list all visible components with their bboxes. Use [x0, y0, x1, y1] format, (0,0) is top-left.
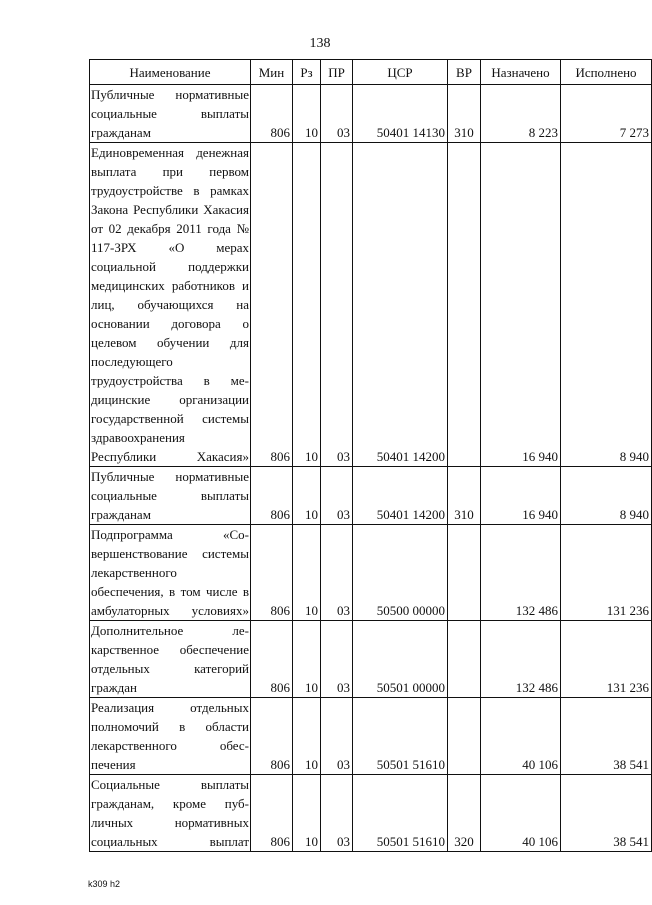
row-vr: 310	[448, 467, 481, 525]
row-pr: 03	[321, 525, 353, 621]
row-executed: 8 940	[561, 467, 652, 525]
table-row	[90, 525, 652, 621]
header-assigned: Назначено	[481, 60, 561, 85]
row-csr: 50401 14200	[353, 143, 448, 467]
row-name: Подпрограмма «Совершенствование системы лекарственного обеспечения, в том числе в амбулаторных условиях»	[90, 525, 251, 621]
row-name: Реализация отдельных полномочий в области лекарственного обеспечения	[90, 698, 251, 775]
table-row	[90, 621, 652, 698]
row-vr	[448, 143, 481, 467]
table-row	[90, 467, 652, 525]
row-rz: 10	[293, 621, 321, 698]
row-csr: 50500 00000	[353, 525, 448, 621]
row-name: Социальные выплаты гражданам, кроме публичных нормативных социальных выплат	[90, 775, 251, 852]
row-executed: 131 236	[561, 621, 652, 698]
row-min: 806	[251, 525, 293, 621]
row-rz: 10	[293, 698, 321, 775]
header-name: Наименование	[90, 60, 251, 85]
table-header-row	[90, 60, 652, 85]
table-row	[90, 775, 652, 852]
row-executed: 131 236	[561, 525, 652, 621]
table-row	[90, 85, 652, 143]
header-pr: ПР	[321, 60, 353, 85]
table-row	[90, 698, 652, 775]
row-assigned: 40 106	[481, 775, 561, 852]
row-assigned: 132 486	[481, 621, 561, 698]
row-csr: 50401 14200	[353, 467, 448, 525]
header-executed: Исполнено	[561, 60, 652, 85]
row-pr: 03	[321, 698, 353, 775]
row-vr	[448, 525, 481, 621]
row-pr: 03	[321, 85, 353, 143]
row-assigned: 16 940	[481, 143, 561, 467]
row-min: 806	[251, 621, 293, 698]
row-name: Единовременная денежная выплата при первом трудоустройстве в рамках Закона Республики Хакасия от 02 декабря 2011 года № 117-ЗРХ «О мерах социальной поддержки медицинских работников и лиц, обучающихся на основании договора о целевом обучении для последующего трудоустройства в медицинские организации государственной системы здравоохранения Республики Хакасия»	[90, 143, 251, 467]
row-rz: 10	[293, 775, 321, 852]
row-min: 806	[251, 467, 293, 525]
row-min: 806	[251, 143, 293, 467]
row-executed: 8 940	[561, 143, 652, 467]
row-csr: 50501 00000	[353, 621, 448, 698]
table-row	[90, 143, 652, 467]
row-pr: 03	[321, 467, 353, 525]
row-name: Публичные нормативные социальные выплаты гражданам	[90, 467, 251, 525]
row-vr: 310	[448, 85, 481, 143]
row-pr: 03	[321, 775, 353, 852]
row-min: 806	[251, 85, 293, 143]
header-min: Мин	[251, 60, 293, 85]
row-min: 806	[251, 698, 293, 775]
row-executed: 38 541	[561, 775, 652, 852]
row-assigned: 40 106	[481, 698, 561, 775]
row-vr: 320	[448, 775, 481, 852]
row-csr: 50401 14130	[353, 85, 448, 143]
row-executed: 7 273	[561, 85, 652, 143]
page-number: 138	[309, 36, 331, 51]
row-assigned: 132 486	[481, 525, 561, 621]
row-pr: 03	[321, 143, 353, 467]
row-vr	[448, 621, 481, 698]
header-csr: ЦСР	[353, 60, 448, 85]
budget-table	[89, 59, 652, 852]
row-pr: 03	[321, 621, 353, 698]
row-vr	[448, 698, 481, 775]
row-executed: 38 541	[561, 698, 652, 775]
row-rz: 10	[293, 525, 321, 621]
row-assigned: 16 940	[481, 467, 561, 525]
row-min: 806	[251, 775, 293, 852]
row-rz: 10	[293, 467, 321, 525]
row-rz: 10	[293, 143, 321, 467]
row-csr: 50501 51610	[353, 698, 448, 775]
row-name: Публичные нормативные социальные выплаты гражданам	[90, 85, 251, 143]
header-rz: Рз	[293, 60, 321, 85]
footer-code: k309 h2	[88, 879, 121, 889]
row-assigned: 8 223	[481, 85, 561, 143]
row-csr: 50501 51610	[353, 775, 448, 852]
row-rz: 10	[293, 85, 321, 143]
row-name: Дополнительное лекарственное обеспечение отдельных категорий граждан	[90, 621, 251, 698]
header-vr: ВР	[448, 60, 481, 85]
